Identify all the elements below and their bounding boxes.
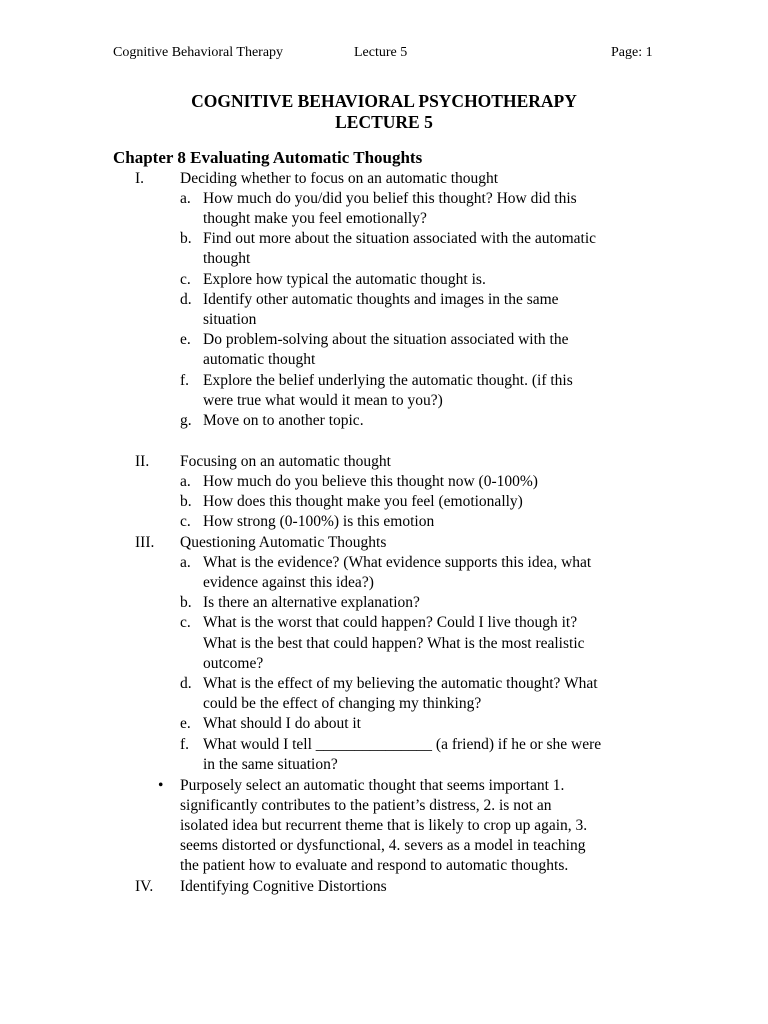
list-item-text: thought — [203, 250, 251, 268]
chapter-heading: Chapter 8 Evaluating Automatic Thoughts — [113, 148, 423, 167]
list-item-text: What would I tell _______________ (a friend) if he or she were — [203, 735, 602, 753]
list-item-letter: c. — [180, 513, 191, 531]
list-item-letter: b. — [180, 594, 192, 612]
list-item-text: in the same situation? — [203, 755, 338, 773]
list-item-letter: g. — [180, 411, 192, 429]
list-item-letter: a. — [180, 553, 191, 571]
bullet-text: significantly contributes to the patient’s distress, 2. is not an — [180, 796, 552, 814]
section-numeral: I. — [135, 169, 145, 187]
list-item-text: Explore how typical the automatic thought is. — [203, 270, 486, 288]
list-item-text: What should I do about it — [203, 715, 361, 733]
list-item-letter: b. — [180, 492, 192, 510]
list-item-letter: d. — [180, 290, 192, 308]
document-subtitle: LECTURE 5 — [335, 112, 433, 132]
list-item-text: How does this thought make you feel (emotionally) — [203, 492, 523, 510]
bullet-icon: • — [158, 776, 164, 794]
list-item-text: Is there an alternative explanation? — [203, 594, 420, 612]
list-item-text: were true what would it mean to you?) — [203, 391, 443, 409]
list-item-letter: c. — [180, 270, 191, 288]
list-item-text: outcome? — [203, 654, 264, 672]
list-item-letter: f. — [180, 735, 190, 753]
list-item-letter: a. — [180, 472, 191, 490]
list-item-letter: b. — [180, 230, 192, 248]
list-item-letter: f. — [180, 371, 190, 389]
list-item-text: situation — [203, 310, 257, 328]
header-center: Lecture 5 — [354, 45, 408, 60]
bullet-text: isolated idea but recurrent theme that is likely to crop up again, 3. — [180, 816, 588, 834]
list-item-text: How much do you believe this thought now (0-100%) — [203, 472, 538, 490]
list-item-letter: c. — [180, 614, 191, 632]
list-item-text: Find out more about the situation associated with the automatic — [203, 230, 597, 248]
document-title: COGNITIVE BEHAVIORAL PSYCHOTHERAPY — [191, 91, 577, 111]
section-heading: Deciding whether to focus on an automatic thought — [180, 169, 499, 187]
list-item-letter: e. — [180, 715, 191, 733]
list-item-text: What is the effect of my believing the automatic thought? What — [203, 674, 598, 692]
list-item-letter: a. — [180, 189, 191, 207]
header-page-number: Page: 1 — [611, 45, 653, 60]
list-item-text: What is the worst that could happen? Could I live though it? — [203, 614, 578, 632]
list-item-text: Do problem-solving about the situation associated with the — [203, 331, 569, 349]
section-numeral: II. — [135, 452, 150, 470]
section-heading: Questioning Automatic Thoughts — [180, 533, 387, 551]
section-heading: Focusing on an automatic thought — [180, 452, 391, 470]
list-item-text: automatic thought — [203, 351, 316, 369]
section-numeral: III. — [135, 533, 155, 551]
list-item-text: Explore the belief underlying the automatic thought. (if this — [203, 371, 573, 389]
header-left: Cognitive Behavioral Therapy — [113, 45, 284, 60]
section-numeral: IV. — [135, 877, 154, 895]
list-item-text: thought make you feel emotionally? — [203, 209, 427, 227]
bullet-text: Purposely select an automatic thought that seems important 1. — [180, 776, 565, 794]
list-item-letter: d. — [180, 674, 192, 692]
bullet-text: seems distorted or dysfunctional, 4. severs as a model in teaching — [180, 837, 586, 855]
list-item-text: could be the effect of changing my thinking? — [203, 695, 482, 713]
list-item-text: What is the evidence? (What evidence supports this idea, what — [203, 553, 592, 571]
list-item-text: Move on to another topic. — [203, 411, 364, 429]
list-item-text: What is the best that could happen? What is the most realistic — [203, 634, 585, 652]
bullet-text: the patient how to evaluate and respond to automatic thoughts. — [180, 857, 569, 875]
list-item-letter: e. — [180, 331, 191, 349]
list-item-text: evidence against this idea?) — [203, 573, 374, 591]
section-heading: Identifying Cognitive Distortions — [180, 877, 387, 895]
list-item-text: How much do you/did you belief this thought? How did this — [203, 189, 577, 207]
list-item-text: How strong (0-100%) is this emotion — [203, 513, 435, 531]
list-item-text: Identify other automatic thoughts and images in the same — [203, 290, 559, 308]
